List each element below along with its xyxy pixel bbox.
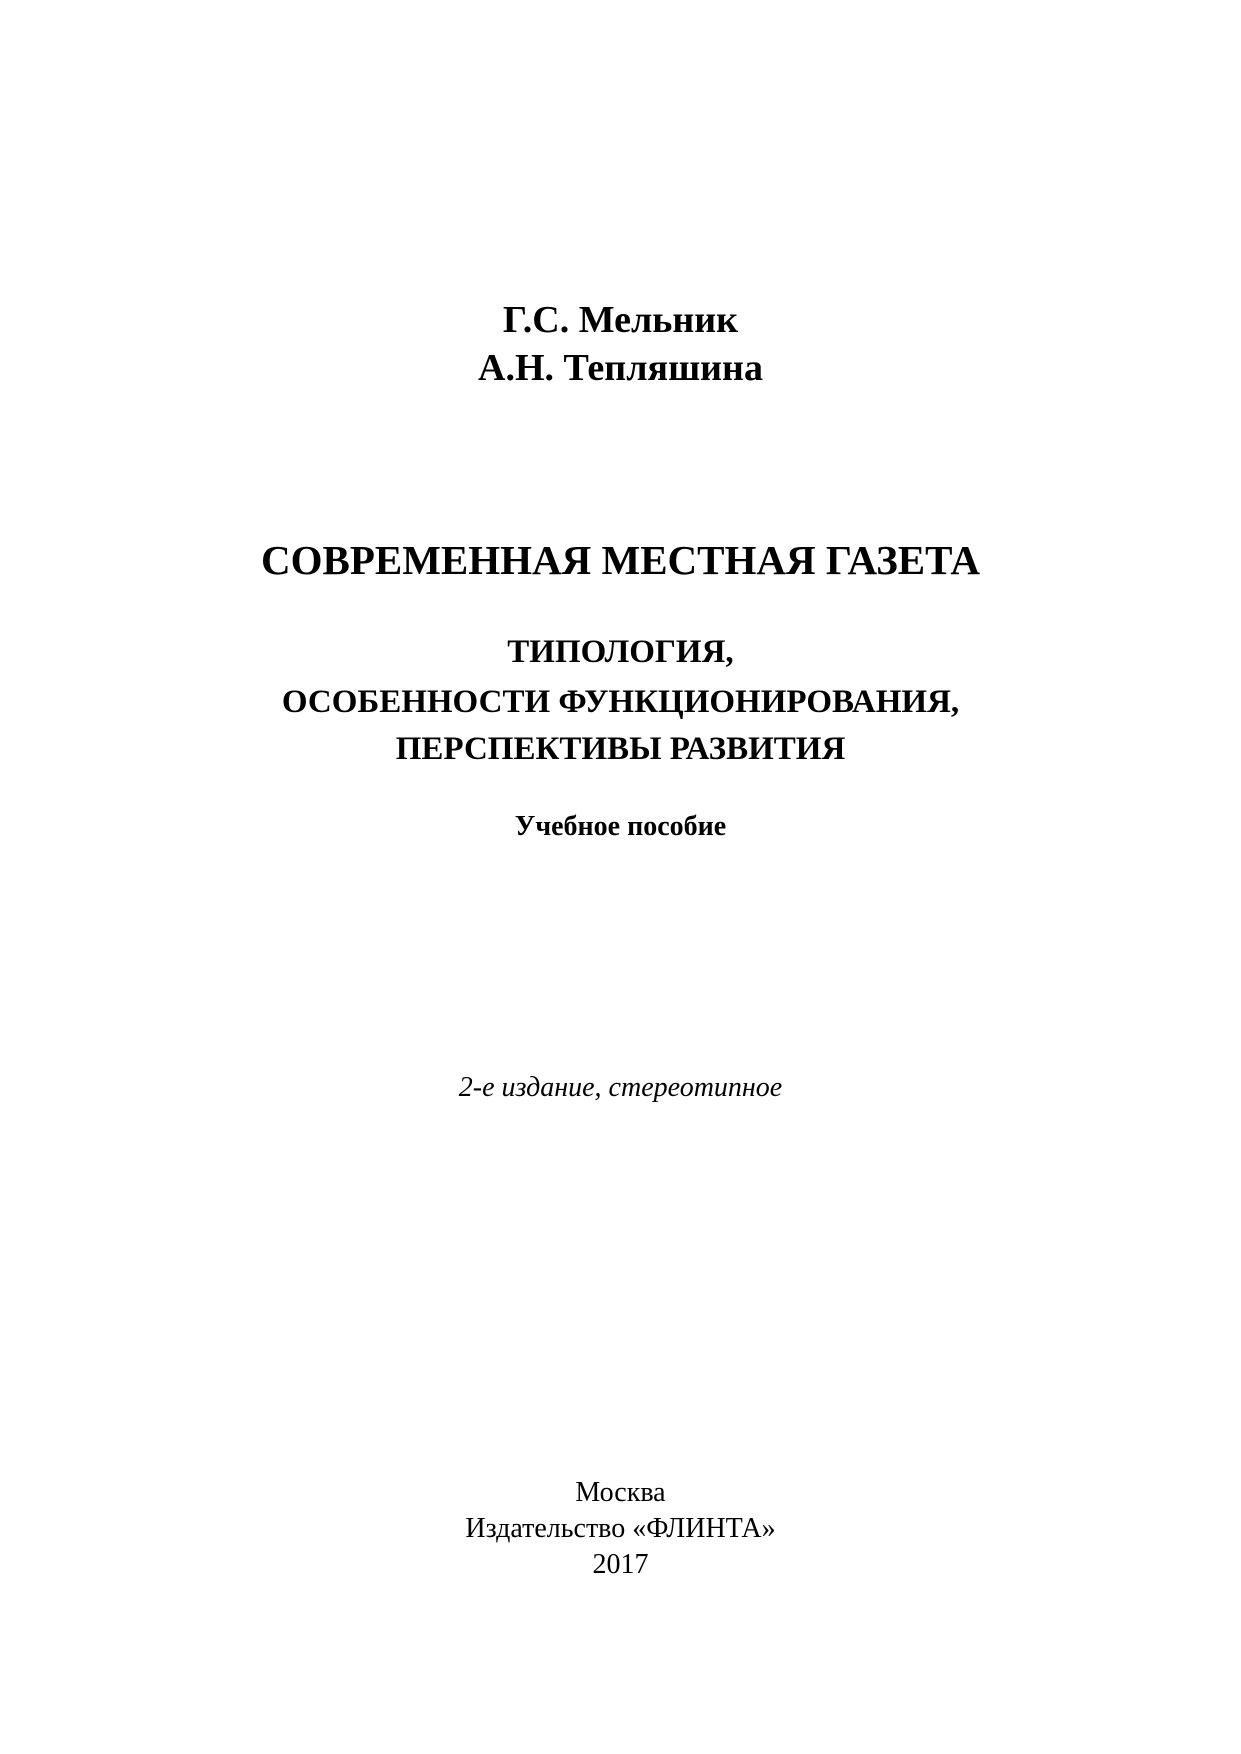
publication-type: Учебное пособие: [514, 811, 727, 842]
author-name: Г.С. Мельник: [502, 299, 739, 341]
edition-note: 2-е издание, стереотипное: [458, 1072, 783, 1103]
subtitle-line: ТИПОЛОГИЯ,: [507, 634, 734, 670]
book-title: СОВРЕМЕННАЯ МЕСТНАЯ ГАЗЕТА: [260, 537, 980, 583]
subtitle-line: ОСОБЕННОСТИ ФУНКЦИОНИРОВАНИЯ,: [281, 684, 960, 720]
imprint-publisher: Издательство «ФЛИНТА»: [465, 1513, 776, 1544]
imprint-city: Москва: [575, 1477, 666, 1508]
author-name: А.Н. Тепляшина: [478, 347, 763, 389]
subtitle-line: ПЕРСПЕКТИВЫ РАЗВИТИЯ: [395, 731, 846, 767]
imprint-year: 2017: [592, 1549, 649, 1580]
